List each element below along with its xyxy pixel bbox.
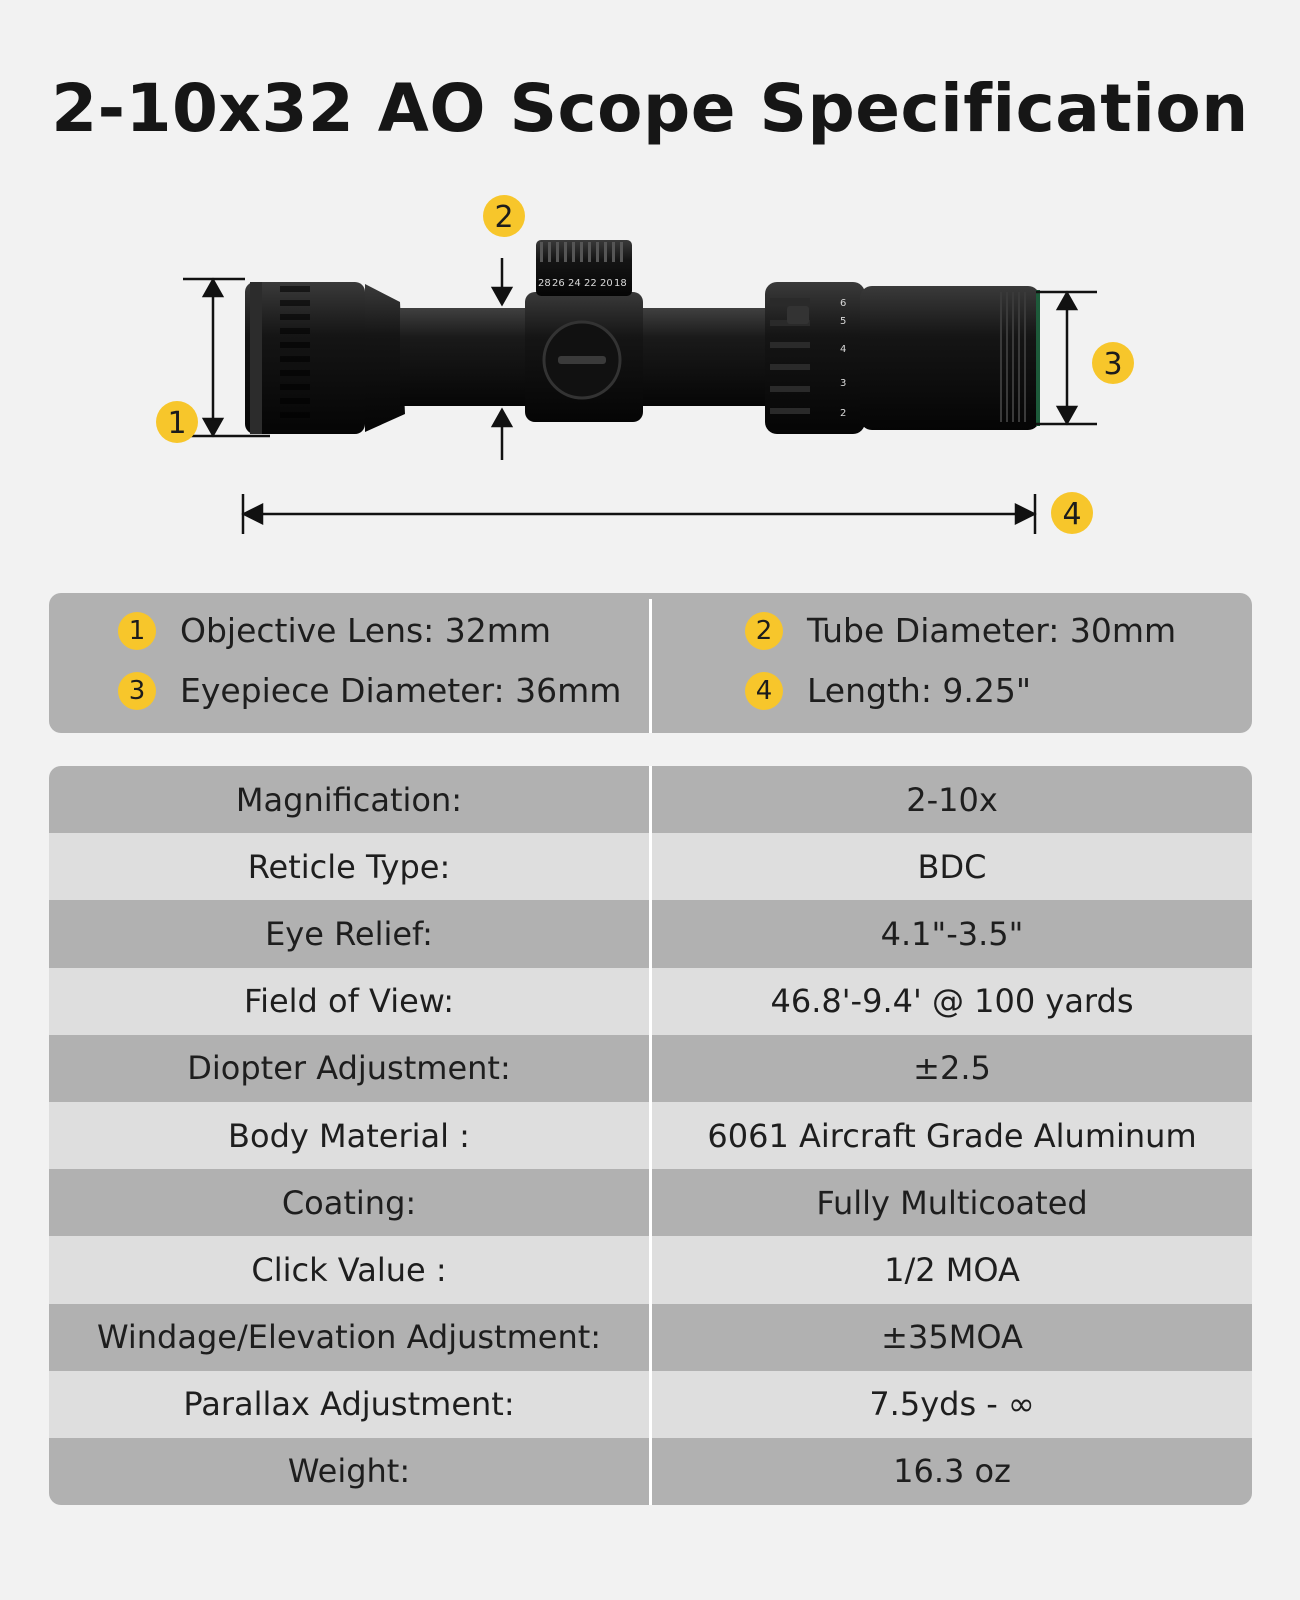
marker-badge-2 [483,195,525,237]
spec-value: 1/2 MOA [884,1250,1020,1289]
dimension-text: Tube Diameter: 30mm [807,611,1177,650]
svg-text:1: 1 [167,406,187,441]
turret-number: 18 [614,278,627,289]
table-row [49,900,1252,967]
marker-badge: 1 [118,612,156,650]
spec-value: 7.5yds - ∞ [869,1385,1035,1424]
marker-badge-1 [156,401,198,443]
zoom-number: 6 [840,298,847,309]
table-row [49,833,1252,900]
specification-table [49,766,1252,1505]
spec-value: 4.1"-3.5" [880,914,1024,953]
spec-value: 2-10x [906,780,998,819]
panel-divider [649,599,652,733]
marker-badge-4 [1051,492,1093,534]
turret-number: 28 [538,278,551,289]
table-row [49,1304,1252,1371]
marker-badge: 4 [745,672,783,710]
rifle-scope-image [245,240,1040,434]
spec-value: 46.8'-9.4' @ 100 yards [770,982,1134,1021]
dimension-text: Eyepiece Diameter: 36mm [180,671,622,710]
spec-label: Eye Relief: [265,914,433,953]
spec-label: Magnification: [235,780,463,819]
spec-label: Field of View: [243,982,454,1021]
dimension-item-eyepiece [118,671,621,710]
spec-label: Reticle Type: [247,847,451,886]
dimension-item-objective [118,611,551,650]
zoom-number: 2 [840,408,847,419]
zoom-number: 3 [840,378,847,389]
turret-number: 26 [552,278,565,289]
spec-value: Fully Multicoated [816,1183,1088,1222]
dimension-text: Objective Lens: 32mm [180,611,552,650]
table-row [49,1035,1252,1102]
dimension-text: Length: 9.25" [807,671,1032,710]
spec-value: 16.3 oz [893,1452,1011,1491]
spec-label: Click Value : [251,1250,447,1289]
spec-label: Body Material : [228,1116,470,1155]
table-row [49,1102,1252,1169]
svg-text:2: 2 [494,200,514,235]
zoom-number: 5 [840,316,847,327]
eyepiece-dimension-arrow [1036,292,1097,424]
dimension-item-length [745,671,1031,710]
marker-badge: 3 [118,672,156,710]
dimension-item-tube [745,611,1176,650]
table-row [49,1438,1252,1505]
page-title: 2-10x32 AO Scope Specification [51,70,1249,147]
turret-number: 20 [600,278,613,289]
table-row [49,968,1252,1035]
spec-label: Coating: [281,1183,417,1222]
spec-value: ±2.5 [913,1049,991,1088]
svg-text:3: 3 [1103,347,1123,382]
table-row [49,1371,1252,1438]
spec-label: Diopter Adjustment: [187,1049,511,1088]
spec-value: 6061 Aircraft Grade Aluminum [707,1116,1197,1155]
spec-value: ±35MOA [881,1318,1023,1357]
length-dimension-arrow [243,494,1035,534]
zoom-number: 4 [840,344,847,355]
svg-text:4: 4 [1062,497,1082,532]
spec-label: Parallax Adjustment: [183,1385,515,1424]
spec-value: BDC [917,847,987,886]
marker-badge: 2 [745,612,783,650]
turret-number: 22 [584,278,597,289]
scope-diagram [0,180,1300,560]
turret-number: 24 [568,278,581,289]
spec-label: Weight: [287,1452,411,1491]
table-row [49,1236,1252,1303]
marker-badge-3 [1092,342,1134,384]
table-row [49,1169,1252,1236]
table-row [49,766,1252,833]
dimension-summary-panel [49,593,1252,733]
spec-label: Windage/Elevation Adjustment: [96,1318,602,1357]
